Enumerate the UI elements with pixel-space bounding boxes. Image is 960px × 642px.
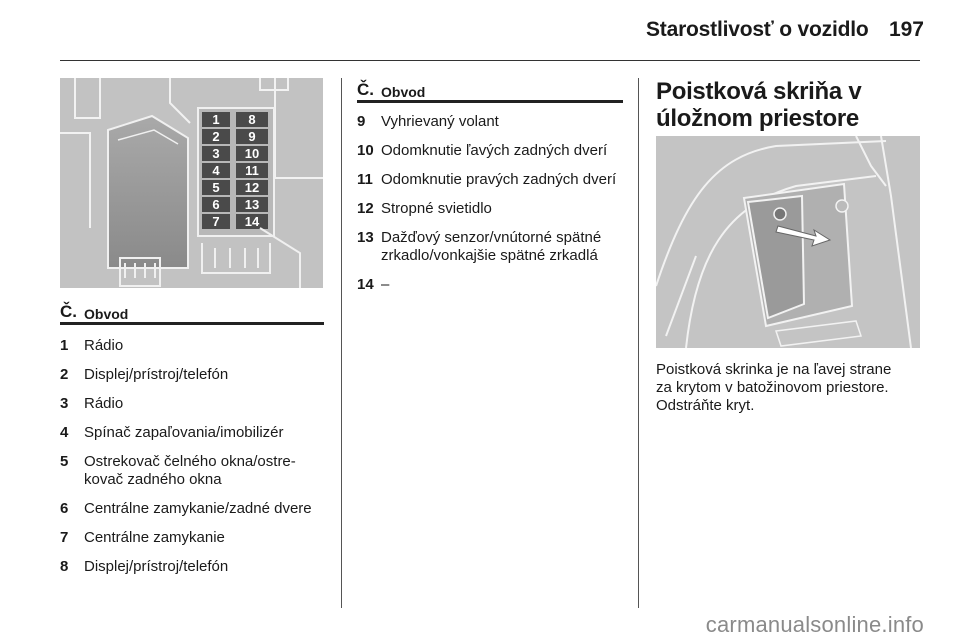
table-row [60, 500, 324, 518]
fuse-circuit: Displej/prístroj/telefón [84, 558, 229, 575]
table-row [60, 395, 324, 413]
fuse-circuit: Centrálne zamykanie [84, 529, 225, 546]
fuse-number: 12 [357, 200, 374, 217]
fuse-number: 13 [357, 229, 374, 246]
fuse-circuit: Centrálne zamykanie/zadné dvere [84, 500, 312, 517]
table-row [357, 200, 623, 218]
page-number: 197 [888, 18, 924, 41]
fuse-circuit: Odomknutie pravých zadných dverí [381, 171, 617, 188]
svg-text:6: 6 [212, 197, 220, 212]
fuse-circuit: Dažďový senzor/vnútorné spätné zrkadlo/vonkajšie spätné zrkadlá [381, 229, 602, 264]
table-header [357, 78, 623, 103]
table-row [60, 337, 324, 355]
table-row [60, 366, 324, 384]
fuse-table-left [60, 300, 324, 576]
svg-text:3: 3 [212, 146, 220, 161]
fuse-box-illustration [60, 78, 323, 288]
table-row [60, 558, 324, 576]
svg-text:9: 9 [248, 129, 256, 144]
body-text-line: za krytom v batožinovom priestore. [656, 379, 889, 396]
svg-text:8: 8 [248, 112, 256, 127]
table-row [357, 113, 623, 131]
svg-text:7: 7 [212, 214, 220, 229]
fuse-number: 8 [60, 558, 69, 575]
table-row [60, 424, 324, 442]
fuse-circuit: Stropné svietidlo [381, 200, 492, 217]
table-row [357, 229, 623, 265]
fuse-circuit: – [381, 276, 390, 293]
header-rule [60, 60, 920, 61]
fuse-circuit: Displej/prístroj/telefón [84, 366, 229, 383]
fuse-number: 9 [357, 113, 366, 130]
fuse-number: 4 [60, 424, 69, 441]
section-title-line: úložnom priestore [656, 105, 859, 132]
fuse-circuit: Rádio [84, 337, 124, 354]
fuse-number: 14 [357, 276, 374, 293]
section-title [656, 78, 926, 132]
section-body-text [656, 361, 926, 415]
column-divider-right [638, 78, 639, 608]
column-number-header: Č. [60, 302, 77, 321]
svg-text:12: 12 [244, 180, 260, 195]
fuse-circuit: Rádio [84, 395, 124, 412]
fuse-circuit: Ostrekovač čelného okna/ostre-kovač zadného okna [84, 453, 296, 488]
table-row [60, 529, 324, 547]
svg-text:2: 2 [212, 129, 220, 144]
column-number-header: Č. [357, 80, 374, 99]
fuse-number: 5 [60, 453, 69, 470]
fuse-number: 10 [357, 142, 374, 159]
fuse-circuit: Spínač zapaľovania/imobilizér [84, 424, 284, 441]
fuse-table-right [357, 78, 623, 294]
body-text-line: Odstráňte kryt. [656, 397, 755, 414]
column-circuit-header: Obvod [381, 84, 426, 100]
fuse-number: 11 [357, 171, 373, 188]
fuse-circuit: Vyhrievaný volant [381, 113, 499, 130]
table-row [357, 276, 623, 294]
svg-text:1: 1 [212, 112, 220, 127]
table-row [357, 142, 623, 160]
fuse-number: 3 [60, 395, 69, 412]
svg-text:4: 4 [212, 163, 220, 178]
fuse-circuit: Odomknutie ľavých zadných dverí [381, 142, 608, 159]
svg-text:11: 11 [245, 163, 259, 178]
svg-text:14: 14 [244, 214, 260, 229]
page-header-title: Starostlivosť o vozidlo [646, 18, 869, 41]
body-text-line: Poistková skrinka je na ľavej strane [656, 361, 892, 378]
fuse-number: 7 [60, 529, 69, 546]
svg-text:5: 5 [212, 180, 220, 195]
fuse-number: 6 [60, 500, 69, 517]
watermark: carmanualsonline.info [705, 612, 924, 637]
table-row [357, 171, 623, 189]
section-title-line: Poistková skriňa v [656, 78, 862, 105]
fuse-number: 2 [60, 366, 69, 383]
table-row [60, 453, 324, 489]
table-header [60, 300, 324, 325]
fuse-number: 1 [60, 337, 69, 354]
svg-text:10: 10 [244, 146, 260, 161]
column-circuit-header: Obvod [84, 306, 129, 322]
luggage-compartment-illustration [656, 136, 920, 348]
column-divider-left [341, 78, 342, 608]
svg-text:13: 13 [244, 197, 260, 212]
